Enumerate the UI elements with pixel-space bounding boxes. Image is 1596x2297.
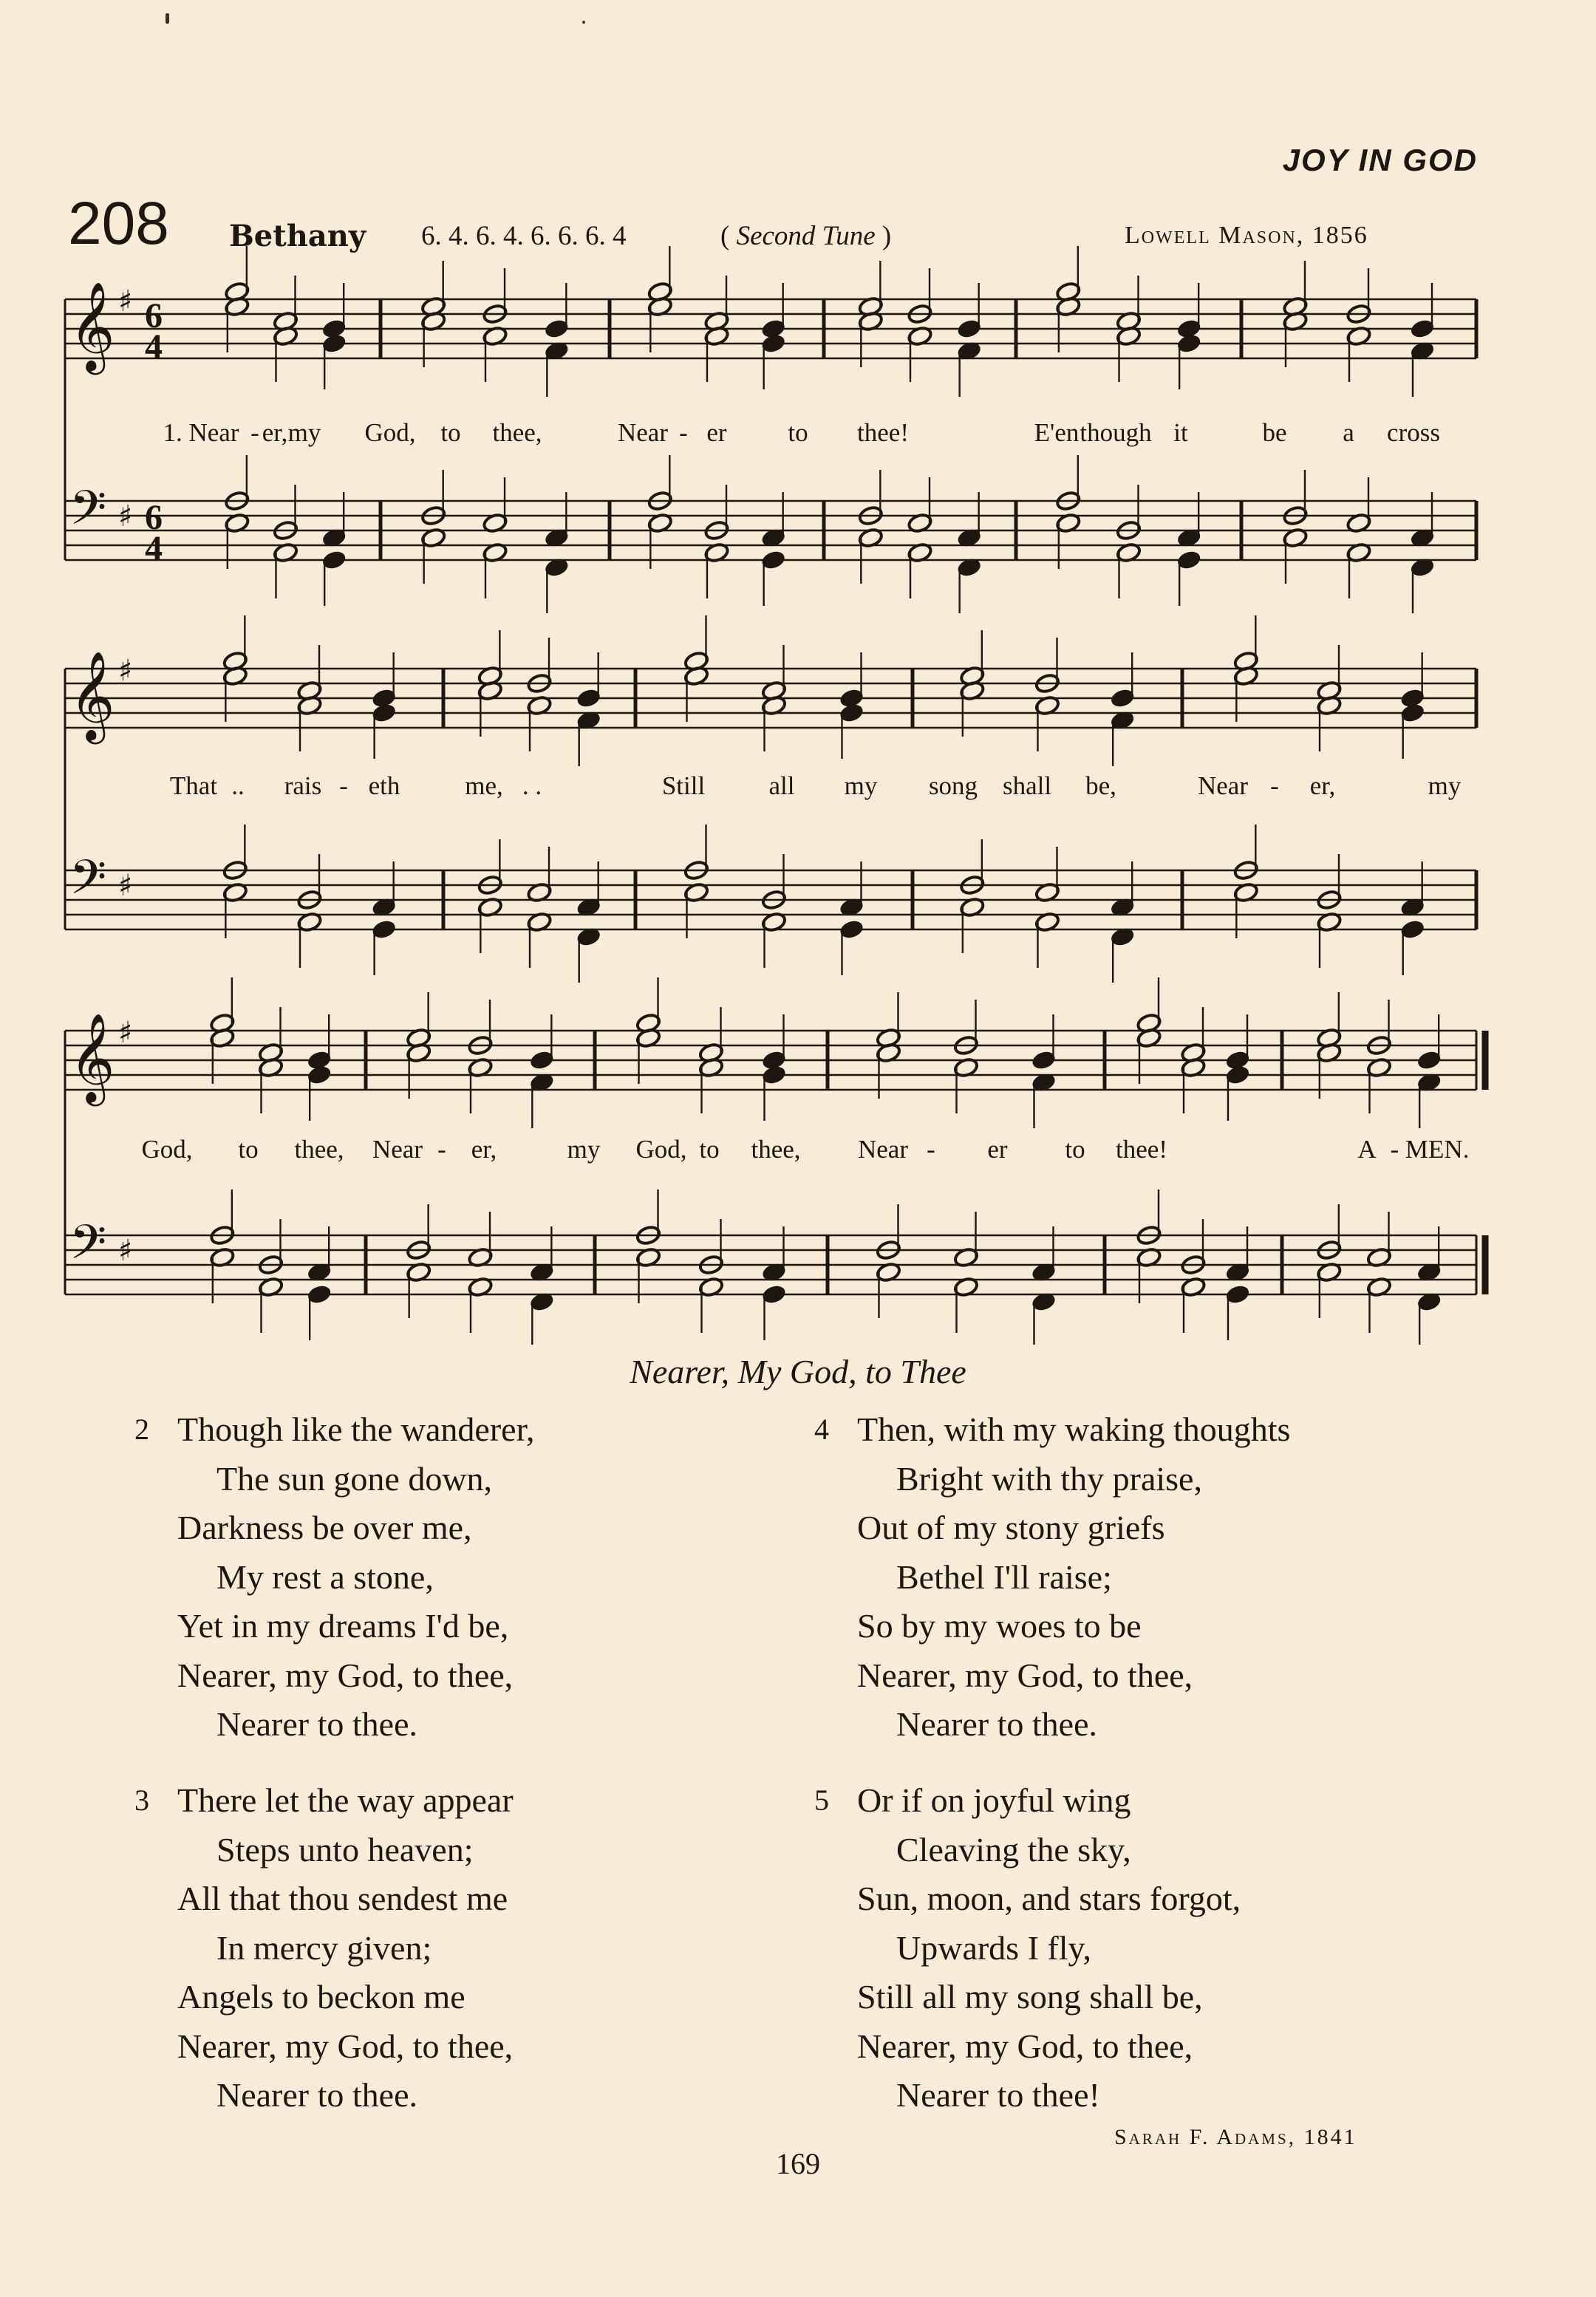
- stanza-line: Or if on joyful wing: [857, 1781, 1131, 1819]
- lyric-syllable: a: [1343, 418, 1354, 447]
- stanza-line: In mercy given;: [216, 1928, 432, 1967]
- lyric-syllable: er,: [471, 1135, 497, 1164]
- lyric-syllable: cross: [1387, 418, 1440, 447]
- lyric-syllable: to: [788, 418, 808, 447]
- sharp-icon: ♯: [118, 1016, 133, 1050]
- lyric-syllable: er,: [262, 418, 288, 447]
- music-title: Nearer, My God, to Thee: [630, 1353, 966, 1390]
- tune-note-text: Second Tune: [736, 221, 876, 251]
- lyric-syllable: -: [250, 418, 259, 447]
- stanza-line: Cleaving the sky,: [896, 1830, 1131, 1868]
- lyric-syllable: -: [437, 1135, 446, 1164]
- bass-clef-icon: 𝄢: [69, 850, 107, 917]
- lyric-syllable: shall: [1002, 771, 1052, 800]
- lyric-syllable: to: [699, 1135, 720, 1164]
- stanza-line: My rest a stone,: [216, 1557, 434, 1596]
- lyric-syllable: thee!: [1116, 1135, 1167, 1164]
- stanza-line: Nearer, my God, to thee,: [177, 1656, 514, 1694]
- lyric-syllable: -: [339, 771, 348, 800]
- stanza-line: Yet in my dreams I'd be,: [177, 1607, 509, 1645]
- bass-clef-icon: 𝄢: [69, 481, 107, 547]
- stanza-line: Nearer, my God, to thee,: [177, 2027, 514, 2065]
- treble-clef-icon: 𝄞: [69, 281, 115, 371]
- lyric-syllable: 1. Near: [163, 418, 239, 447]
- stanza-2: [134, 1405, 535, 1750]
- lyric-syllable: -: [1270, 771, 1279, 800]
- stanza-line: Upwards I fly,: [896, 1928, 1092, 1967]
- meter: 6. 4. 6. 4. 6. 6. 6. 4: [421, 221, 627, 251]
- lyric-syllable: song: [928, 771, 978, 800]
- lyric-syllable: God,: [364, 418, 416, 447]
- sharp-icon: ♯: [118, 1234, 133, 1268]
- lyric-syllable: all: [768, 771, 795, 800]
- stanza-line: Though like the wanderer,: [177, 1410, 535, 1448]
- stanza-line: Nearer to thee.: [216, 2076, 418, 2114]
- stanza-line: There let the way appear: [177, 1781, 514, 1819]
- lyric-syllable: thee,: [492, 418, 542, 447]
- stanza-number: 3: [134, 1784, 149, 1817]
- time-signature-bottom: 4: [145, 529, 163, 568]
- stanza-line: Nearer to thee.: [216, 1705, 418, 1743]
- stanza-number: 5: [814, 1784, 829, 1817]
- lyric-syllable: to: [238, 1135, 259, 1164]
- sharp-icon: ♯: [118, 869, 133, 903]
- stanza-number: 2: [134, 1413, 149, 1446]
- page-number: 169: [776, 2147, 820, 2180]
- lyric-syllable: it: [1173, 418, 1188, 447]
- lyric-syllable: -: [927, 1135, 935, 1164]
- stanza-line: Nearer to thee.: [896, 1705, 1098, 1743]
- stanza-line: Nearer, my God, to thee,: [857, 1656, 1193, 1694]
- lyric-syllable: my: [567, 1135, 601, 1164]
- lyric-syllable: to: [1065, 1135, 1085, 1164]
- lyric-syllable: be: [1262, 418, 1287, 447]
- stanza-line: Steps unto heaven;: [216, 1830, 474, 1868]
- lyric-syllable: er,: [1309, 771, 1336, 800]
- lyric-syllable: Near: [857, 1135, 909, 1164]
- stanza-line: Angels to beckon me: [177, 1978, 466, 2016]
- stanza-4: [814, 1405, 1291, 1750]
- lyric-syllable: A: [1357, 1135, 1377, 1164]
- treble-clef-icon: 𝄞: [69, 1012, 115, 1102]
- time-signature-bottom: 4: [145, 327, 163, 366]
- stanza-line: So by my woes to be: [857, 1607, 1142, 1645]
- sharp-icon: ♯: [118, 499, 133, 533]
- treble-clef-icon: 𝄞: [69, 650, 115, 740]
- lyric-syllable: my: [844, 771, 878, 800]
- lyric-syllable: Near: [617, 418, 669, 447]
- lyric-syllable: though: [1080, 418, 1152, 447]
- stanza-line: Bethel I'll raise;: [896, 1557, 1112, 1596]
- sharp-icon: ♯: [118, 654, 133, 688]
- tune-note: ( Second Tune ): [720, 221, 892, 251]
- lyric-syllable: to: [440, 418, 461, 447]
- lyric-syllable: Near: [372, 1135, 423, 1164]
- stanza-line: Darkness be over me,: [177, 1509, 472, 1546]
- lyric-syllable: That: [169, 771, 218, 800]
- lyric-syllable: er: [706, 418, 727, 447]
- lyric-syllable: Near: [1197, 771, 1249, 800]
- stanza-3: [134, 1776, 514, 2120]
- time-signature-top: 6: [145, 296, 163, 335]
- composer: Lowell Mason, 1856: [1125, 222, 1368, 249]
- lyric-syllable: be,: [1085, 771, 1116, 800]
- lyric-syllable: thee!: [857, 418, 909, 447]
- lyric-syllable: my: [287, 418, 321, 447]
- lyric-syllable: God,: [141, 1135, 193, 1164]
- stanza-line: Still all my song shall be,: [857, 1978, 1203, 2016]
- lyric-syllable: eth: [368, 771, 400, 800]
- lyric-syllable: thee,: [294, 1135, 344, 1164]
- stanza-number: 4: [814, 1413, 829, 1446]
- lyric-syllable: God,: [635, 1135, 687, 1164]
- lyric-syllable: E'en: [1034, 418, 1080, 447]
- lyric-syllable: - MEN.: [1390, 1135, 1470, 1164]
- stanza-5: [814, 1776, 1241, 2120]
- stanza-line: Nearer to thee!: [896, 2076, 1100, 2114]
- hymn-number: 208: [68, 190, 169, 257]
- stanza-line: All that thou sendest me: [177, 1880, 508, 1917]
- lyric-syllable: me,: [465, 771, 503, 800]
- lyric-syllable: er: [987, 1135, 1008, 1164]
- stanza-line: Sun, moon, and stars forgot,: [857, 1880, 1241, 1917]
- stanza-line: Then, with my waking thoughts: [857, 1410, 1291, 1448]
- lyric-syllable: rais: [284, 771, 322, 800]
- stanza-line: Bright with thy praise,: [896, 1459, 1202, 1498]
- lyric-syllable: thee,: [751, 1135, 801, 1164]
- lyric-syllable: my: [1428, 771, 1462, 800]
- stanza-line: Nearer, my God, to thee,: [857, 2027, 1193, 2065]
- author-credit: Sarah F. Adams, 1841: [1114, 2125, 1357, 2149]
- tune-name: Bethany: [229, 219, 366, 253]
- lyric-syllable: -: [679, 418, 688, 447]
- stanza-line: Out of my stony griefs: [857, 1509, 1165, 1546]
- sharp-icon: ♯: [118, 284, 133, 318]
- time-signature-top: 6: [145, 498, 163, 537]
- lyric-syllable: ..: [231, 771, 245, 800]
- lyric-syllable: . .: [522, 771, 542, 800]
- bass-clef-icon: 𝄢: [69, 1215, 107, 1282]
- stanza-line: The sun gone down,: [216, 1459, 493, 1498]
- lyric-syllable: Still: [661, 771, 706, 800]
- section-title: JOY IN GOD: [1282, 143, 1478, 177]
